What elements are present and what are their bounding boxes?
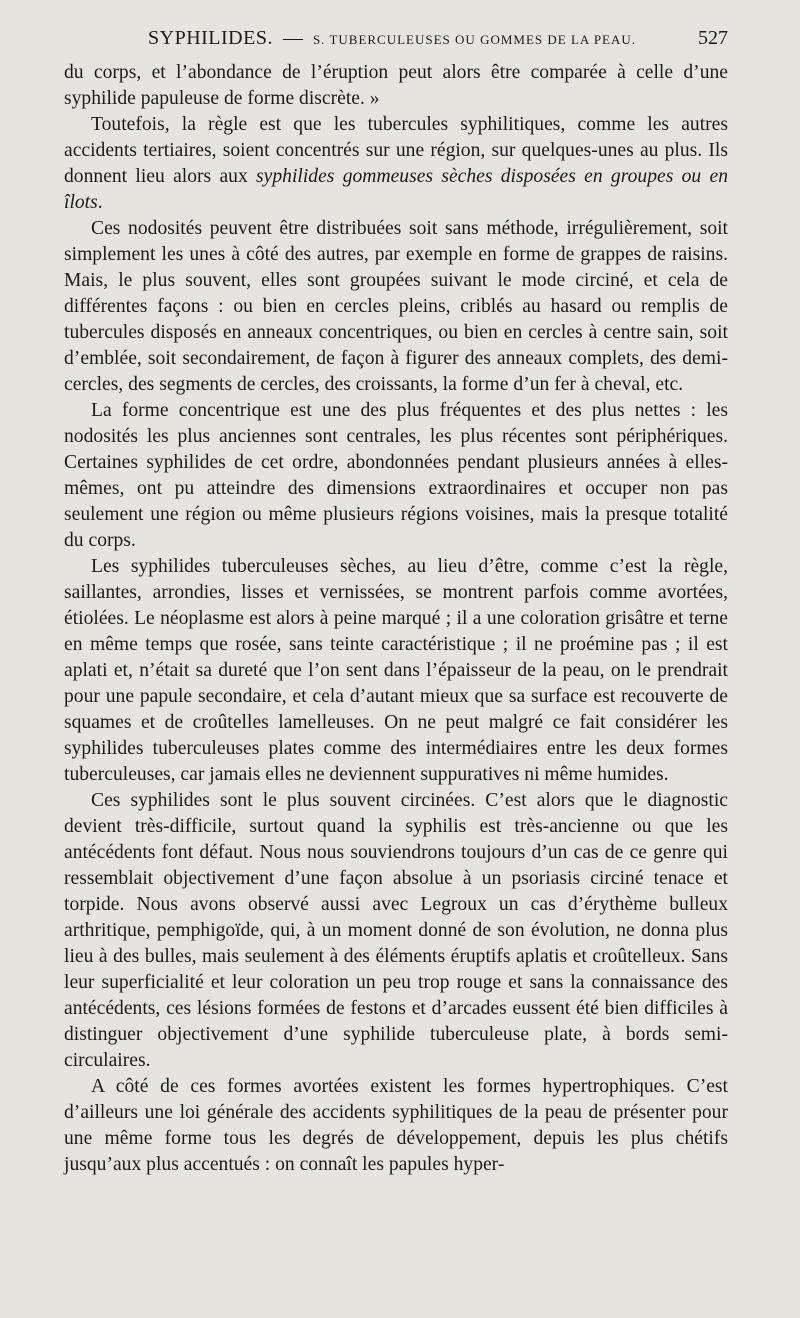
paragraph-text: La forme concentrique est une des plus fréquentes et des plus nettes : les nodosités les plus anciennes sont centrales, les plus récentes sont périphériques. Certaines syphilides de cet ordre, abondonnées pendant plusieurs années à elles-mêmes, ont pu atteindre des dimensions extraordinaires et occuper non pas seulement une région ou même plusieurs régions voisines, mais la presque totalité du corps. <box>64 400 728 551</box>
paragraph <box>64 112 728 216</box>
running-title: SYPHILIDES. <box>148 27 273 49</box>
paragraph-text: du corps, et l’abondance de l’éruption peut alors être comparée à celle d’une syphilide papuleuse de forme discrète. » <box>64 62 728 109</box>
paragraph-text: Ces nodosités peuvent être distribuées soit sans méthode, irrégulièrement, soit simplement les unes à côté des autres, par exemple en forme de grappes de raisins. Mais, le plus souvent, elles sont groupées suivant le mode circiné, et cela de différentes façons : ou bien en cercles pleins, criblés au hasard ou remplis de tubercules disposés en anneaux concentriques, ou bien en cercles à centre sain, soit d’emblée, soit secondairement, de façon à figurer des anneaux complets, des demi-cercles, des segments de cercles, des croissants, la forme d’un fer à cheval, etc. <box>64 218 728 395</box>
paragraph <box>64 554 728 788</box>
paragraph-text: A côté de ces formes avortées existent les formes hypertrophiques. C’est d’ailleurs une loi générale des accidents syphilitiques de la peau de présenter pour une même forme tous les degrés de développement, depuis les plus chétifs jusqu’aux plus accentués : on connaît les papules hyper- <box>64 1076 728 1175</box>
paragraph-text: . <box>97 192 103 213</box>
paragraph <box>64 60 728 112</box>
paragraph-text: Ces syphilides sont le plus souvent circinées. C’est alors que le diagnostic devient très-difficile, surtout quand la syphilis est très-ancienne ou que les antécédents font défaut. Nous nous souviendrons toujours d’un cas de ce genre qui ressemblait objectivement d’une façon absolue à un psoriasis circiné tenace et torpide. Nous avons observé aussi avec Legroux un cas d’érythème bulleux arthritique, pemphigoïde, qui, à un moment donné de son évolution, ne donna plus lieu à des bulles, mais seulement à des éléments éruptifs aplatis et croûtelleux. Sans leur superficialité et leur coloration un peu trop rouge et sans la connaissance des antécédents, ces lésions formées de festons et d’arcades eussent été bien difficiles à distinguer objectivement d’une syphilide tuberculeuse plate, à bords semi-circulaires. <box>64 790 728 1071</box>
header-dash: — <box>282 27 303 49</box>
paragraph-text: Toutefois, la règle est que les tubercules syphilitiques, comme les autres accidents tertiaires, soient concentrés sur une région, sur quelques-unes au plus. Ils donnent lieu alors aux <box>64 114 728 187</box>
page-number: 527 <box>698 27 728 49</box>
paragraph <box>64 788 728 1074</box>
paragraph <box>64 398 728 554</box>
paragraph-text: Les syphilides tuberculeuses sèches, au lieu d’être, comme c’est la règle, saillantes, arrondies, lisses et vernissées, se montrent parfois comme avortées, étiolées. Le néoplasme est alors à peine marqué ; il a une coloration grisâtre et terne en même temps que rosée, sans teinte caractéristique ; il ne proémine pas ; il est aplati et, n’était sa dureté que l’on sent dans l’épaisseur de la peau, on le prendrait pour une papule secondaire, et cela d’autant mieux que sa surface est recouverte de squames et de croûtelles lamelleuses. On ne peut malgré ce fait considérer les syphilides tuberculeuses plates comme des intermédiaires entre les deux formes tuberculeuses, car jamais elles ne deviennent suppuratives ni même humides. <box>64 556 728 785</box>
paragraph <box>64 216 728 398</box>
running-subtitle: S. TUBERCULEUSES OU GOMMES DE LA PEAU. <box>312 32 637 47</box>
italic-text: syphilides gommeuses sèches disposées en groupes ou en îlots <box>64 166 728 213</box>
paragraph <box>64 1074 728 1178</box>
body-text <box>64 60 728 1178</box>
running-header <box>64 27 728 53</box>
